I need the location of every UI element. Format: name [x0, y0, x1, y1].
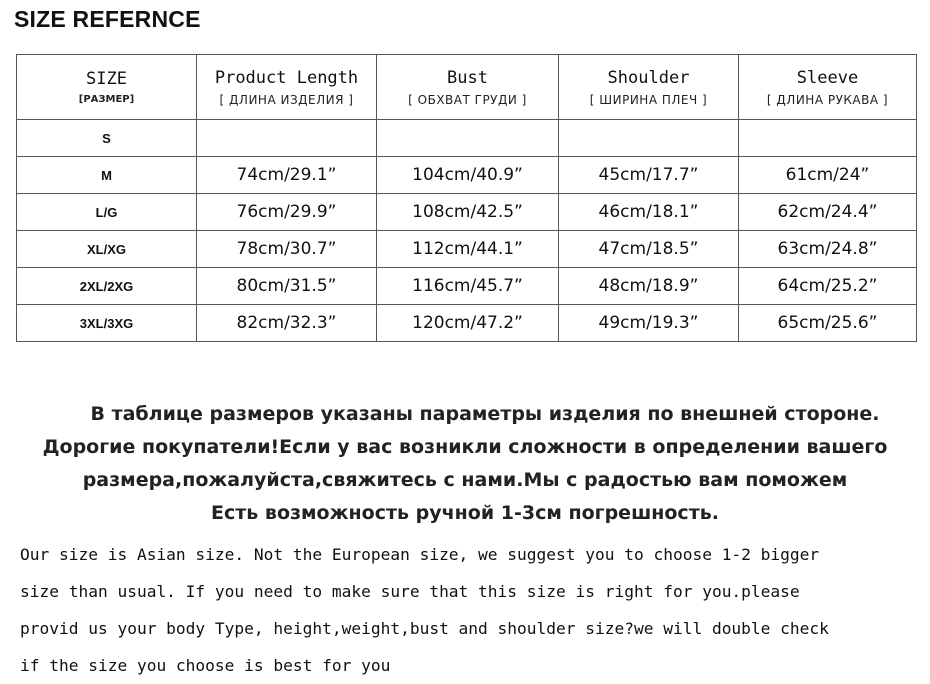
- size-cell: S: [17, 120, 197, 157]
- header-label-ru: [ ДЛИНА РУКАВА ]: [766, 92, 889, 107]
- table-row: [17, 305, 917, 342]
- size-cell: XL/XG: [17, 231, 197, 268]
- length-cell: 74cm/29.1”: [197, 157, 377, 194]
- header-label-ru: [ ДЛИНА ИЗДЕЛИЯ ]: [219, 92, 354, 107]
- shoulder-cell: 46cm/18.1”: [559, 194, 739, 231]
- english-notes: [20, 536, 920, 684]
- shoulder-cell: 47cm/18.5”: [559, 231, 739, 268]
- header-label: SIZE: [86, 69, 127, 89]
- table-row: [17, 231, 917, 268]
- length-cell: 78cm/30.7”: [197, 231, 377, 268]
- table-row: [17, 157, 917, 194]
- note-line: if the size you choose is best for you: [20, 656, 391, 675]
- sleeve-cell: [739, 120, 917, 157]
- sleeve-cell: 65cm/25.6”: [739, 305, 917, 342]
- note-line: provid us your body Type, height,weight,bust and shoulder size?we will double check: [20, 619, 829, 638]
- bust-cell: 108cm/42.5”: [377, 194, 559, 231]
- header-shoulder: [559, 55, 739, 120]
- russian-notes: [0, 398, 930, 530]
- header-product-length: [197, 55, 377, 120]
- header-label: Sleeve: [796, 67, 859, 88]
- size-cell: M: [17, 157, 197, 194]
- note-line: В таблице размеров указаны параметры изделия по внешней стороне.: [90, 403, 880, 425]
- table-header-row: [17, 55, 917, 120]
- header-bust: [377, 55, 559, 120]
- length-cell: 82cm/32.3”: [197, 305, 377, 342]
- shoulder-cell: 48cm/18.9”: [559, 268, 739, 305]
- note-line: Дорогие покупатели!Если у вас возникли сложности в определении вашего: [42, 436, 888, 458]
- size-cell: L/G: [17, 194, 197, 231]
- header-sleeve: [739, 55, 917, 120]
- header-size: [17, 55, 197, 120]
- shoulder-cell: 49cm/19.3”: [559, 305, 739, 342]
- length-cell: 76cm/29.9”: [197, 194, 377, 231]
- sleeve-cell: 63cm/24.8”: [739, 231, 917, 268]
- shoulder-cell: 45cm/17.7”: [559, 157, 739, 194]
- header-label: Shoulder: [607, 67, 690, 88]
- header-label-ru: [ ШИРИНА ПЛЕЧ ]: [589, 92, 708, 107]
- table-row: [17, 194, 917, 231]
- bust-cell: [377, 120, 559, 157]
- length-cell: 80cm/31.5”: [197, 268, 377, 305]
- size-cell: 3XL/3XG: [17, 305, 197, 342]
- sleeve-cell: 64cm/25.2”: [739, 268, 917, 305]
- header-label: Product Length: [214, 67, 359, 88]
- shoulder-cell: [559, 120, 739, 157]
- bust-cell: 104cm/40.9”: [377, 157, 559, 194]
- length-cell: [197, 120, 377, 157]
- page-title: SIZE REFERNCE: [14, 6, 201, 32]
- header-label: Bust: [447, 67, 488, 88]
- header-label-ru: [ ОБХВАТ ГРУДИ ]: [408, 92, 527, 107]
- bust-cell: 112cm/44.1”: [377, 231, 559, 268]
- note-line: размера,пожалуйста,свяжитесь с нами.Мы с радостью вам поможем: [82, 469, 848, 491]
- sleeve-cell: 61cm/24”: [739, 157, 917, 194]
- header-label-ru: [РАЗМЕР]: [78, 94, 135, 105]
- bust-cell: 120cm/47.2”: [377, 305, 559, 342]
- table-row: [17, 268, 917, 305]
- table-row: [17, 120, 917, 157]
- bust-cell: 116cm/45.7”: [377, 268, 559, 305]
- size-cell: 2XL/2XG: [17, 268, 197, 305]
- note-line: Our size is Asian size. Not the European size, we suggest you to choose 1-2 bigger: [20, 545, 820, 564]
- sleeve-cell: 62cm/24.4”: [739, 194, 917, 231]
- note-line: size than usual. If you need to make sure that this size is right for you.please: [20, 582, 800, 601]
- note-line: Есть возможность ручной 1-3см погрешность.: [211, 502, 719, 524]
- size-chart-table: [16, 54, 917, 342]
